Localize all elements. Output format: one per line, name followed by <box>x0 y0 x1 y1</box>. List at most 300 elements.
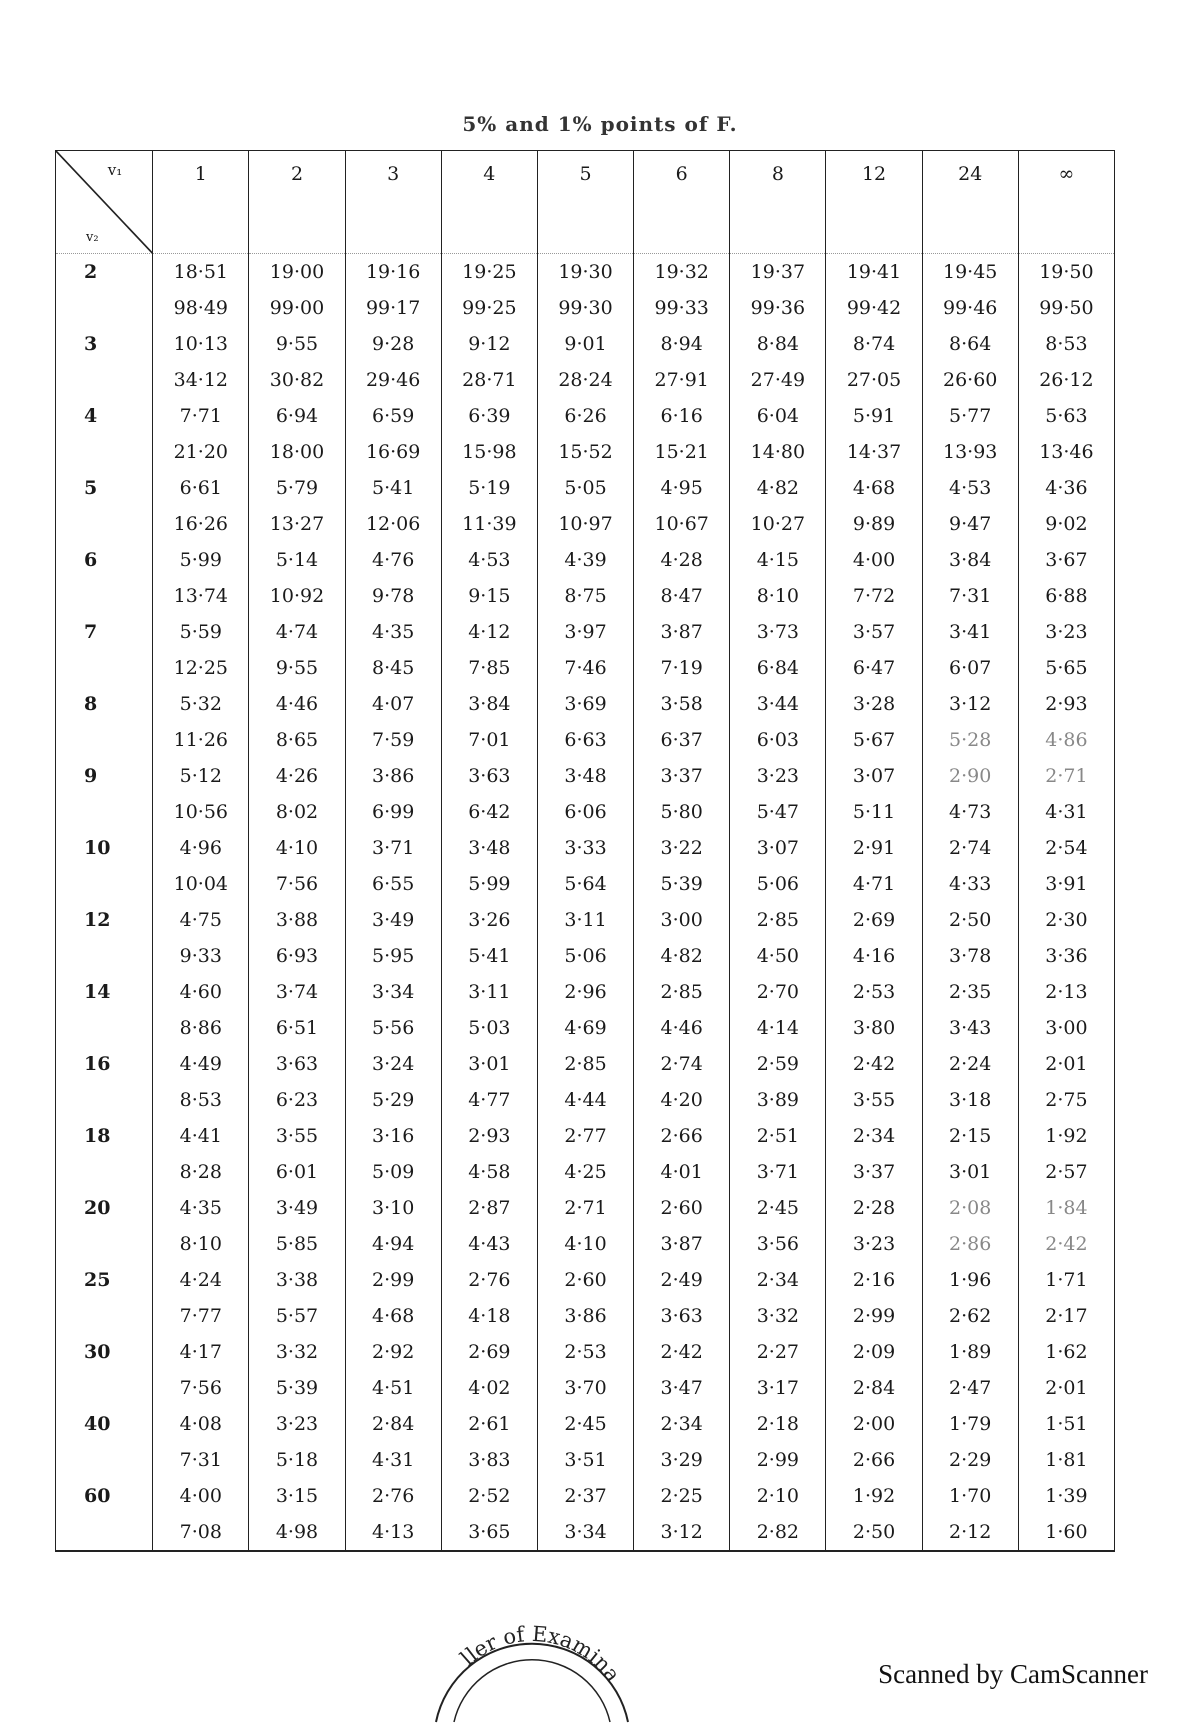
value-1pct: 5·57 <box>249 1298 345 1334</box>
value-1pct: 99·00 <box>249 290 345 326</box>
value-5pct: 2·71 <box>537 1190 633 1226</box>
row-header-blank <box>56 506 153 542</box>
table-row <box>56 686 1115 722</box>
value-1pct: 9·33 <box>153 938 249 974</box>
table-row <box>56 866 1115 902</box>
value-5pct: 3·49 <box>249 1190 345 1226</box>
value-1pct: 15·52 <box>537 434 633 470</box>
value-5pct: 2·66 <box>634 1118 730 1154</box>
value-1pct: 5·06 <box>730 866 826 902</box>
table-row <box>56 290 1115 326</box>
value-1pct: 7·46 <box>537 650 633 686</box>
value-1pct: 4·69 <box>537 1010 633 1046</box>
column-header-v1-4: 5 <box>537 151 633 254</box>
value-1pct: 11·39 <box>441 506 537 542</box>
value-1pct: 5·28 <box>922 722 1018 758</box>
value-1pct: 4·44 <box>537 1082 633 1118</box>
column-header-v1-1: 2 <box>249 151 345 254</box>
value-1pct: 3·01 <box>922 1154 1018 1190</box>
value-5pct: 1·71 <box>1018 1262 1114 1298</box>
value-5pct: 19·00 <box>249 254 345 291</box>
value-1pct: 8·65 <box>249 722 345 758</box>
value-5pct: 5·14 <box>249 542 345 578</box>
value-5pct: 10·13 <box>153 326 249 362</box>
value-5pct: 1·92 <box>1018 1118 1114 1154</box>
value-1pct: 9·47 <box>922 506 1018 542</box>
column-header-v1-5: 6 <box>634 151 730 254</box>
value-5pct: 3·33 <box>537 830 633 866</box>
value-5pct: 5·63 <box>1018 398 1114 434</box>
value-5pct: 4·10 <box>249 830 345 866</box>
value-5pct: 2·15 <box>922 1118 1018 1154</box>
value-5pct: 2·87 <box>441 1190 537 1226</box>
value-5pct: 4·35 <box>345 614 441 650</box>
row-header-blank <box>56 1082 153 1118</box>
value-1pct: 3·18 <box>922 1082 1018 1118</box>
value-1pct: 3·32 <box>730 1298 826 1334</box>
value-1pct: 7·77 <box>153 1298 249 1334</box>
value-1pct: 8·45 <box>345 650 441 686</box>
value-1pct: 12·25 <box>153 650 249 686</box>
value-5pct: 2·85 <box>634 974 730 1010</box>
value-5pct: 4·75 <box>153 902 249 938</box>
value-1pct: 99·42 <box>826 290 922 326</box>
value-5pct: 4·00 <box>153 1478 249 1514</box>
table-row <box>56 1046 1115 1082</box>
value-1pct: 99·36 <box>730 290 826 326</box>
value-1pct: 6·84 <box>730 650 826 686</box>
value-5pct: 4·53 <box>922 470 1018 506</box>
value-5pct: 3·48 <box>441 830 537 866</box>
table-row <box>56 794 1115 830</box>
value-1pct: 11·26 <box>153 722 249 758</box>
value-1pct: 3·91 <box>1018 866 1114 902</box>
row-header-v2: 4 <box>56 398 153 434</box>
table-row <box>56 578 1115 614</box>
value-1pct: 3·83 <box>441 1442 537 1478</box>
value-5pct: 3·58 <box>634 686 730 722</box>
value-5pct: 2·74 <box>922 830 1018 866</box>
value-5pct: 3·84 <box>441 686 537 722</box>
table-row <box>56 1082 1115 1118</box>
value-1pct: 15·98 <box>441 434 537 470</box>
value-1pct: 7·56 <box>153 1370 249 1406</box>
value-1pct: 30·82 <box>249 362 345 398</box>
value-5pct: 3·28 <box>826 686 922 722</box>
value-5pct: 2·45 <box>537 1406 633 1442</box>
value-5pct: 4·17 <box>153 1334 249 1370</box>
value-1pct: 5·95 <box>345 938 441 974</box>
value-1pct: 26·60 <box>922 362 1018 398</box>
value-1pct: 4·73 <box>922 794 1018 830</box>
value-1pct: 4·77 <box>441 1082 537 1118</box>
value-5pct: 6·59 <box>345 398 441 434</box>
table-title: 5% and 1% points of F. <box>462 112 738 136</box>
value-1pct: 1·81 <box>1018 1442 1114 1478</box>
value-1pct: 3·71 <box>730 1154 826 1190</box>
value-1pct: 6·01 <box>249 1154 345 1190</box>
value-5pct: 3·87 <box>634 614 730 650</box>
value-1pct: 9·15 <box>441 578 537 614</box>
value-1pct: 4·51 <box>345 1370 441 1406</box>
value-1pct: 3·55 <box>826 1082 922 1118</box>
column-header-v1-2: 3 <box>345 151 441 254</box>
value-1pct: 3·17 <box>730 1370 826 1406</box>
value-5pct: 2·84 <box>345 1406 441 1442</box>
v2-label: v₂ <box>86 230 99 245</box>
value-5pct: 3·22 <box>634 830 730 866</box>
value-5pct: 3·32 <box>249 1334 345 1370</box>
value-1pct: 3·78 <box>922 938 1018 974</box>
value-5pct: 2·69 <box>826 902 922 938</box>
value-5pct: 3·07 <box>730 830 826 866</box>
value-1pct: 5·18 <box>249 1442 345 1478</box>
value-5pct: 2·61 <box>441 1406 537 1442</box>
value-5pct: 2·85 <box>730 902 826 938</box>
value-1pct: 7·31 <box>153 1442 249 1478</box>
row-header-v2: 9 <box>56 758 153 794</box>
value-5pct: 2·45 <box>730 1190 826 1226</box>
value-5pct: 2·77 <box>537 1118 633 1154</box>
value-5pct: 6·94 <box>249 398 345 434</box>
value-1pct: 8·47 <box>634 578 730 614</box>
value-1pct: 4·02 <box>441 1370 537 1406</box>
value-5pct: 2·70 <box>730 974 826 1010</box>
value-5pct: 9·12 <box>441 326 537 362</box>
value-5pct: 6·04 <box>730 398 826 434</box>
table-row <box>56 614 1115 650</box>
value-1pct: 4·20 <box>634 1082 730 1118</box>
value-5pct: 2·09 <box>826 1334 922 1370</box>
table-row <box>56 902 1115 938</box>
value-5pct: 6·61 <box>153 470 249 506</box>
value-1pct: 6·37 <box>634 722 730 758</box>
value-5pct: 2·92 <box>345 1334 441 1370</box>
value-5pct: 18·51 <box>153 254 249 291</box>
value-1pct: 4·10 <box>537 1226 633 1262</box>
row-header-v2: 6 <box>56 542 153 578</box>
row-header-blank <box>56 1442 153 1478</box>
value-5pct: 4·08 <box>153 1406 249 1442</box>
value-1pct: 10·04 <box>153 866 249 902</box>
table-row <box>56 722 1115 758</box>
value-1pct: 6·88 <box>1018 578 1114 614</box>
value-5pct: 4·41 <box>153 1118 249 1154</box>
value-1pct: 10·56 <box>153 794 249 830</box>
value-5pct: 3·00 <box>634 902 730 938</box>
value-5pct: 4·53 <box>441 542 537 578</box>
value-1pct: 99·30 <box>537 290 633 326</box>
table-row <box>56 254 1115 291</box>
value-1pct: 3·51 <box>537 1442 633 1478</box>
value-5pct: 4·39 <box>537 542 633 578</box>
value-1pct: 6·51 <box>249 1010 345 1046</box>
value-1pct: 7·85 <box>441 650 537 686</box>
value-5pct: 3·24 <box>345 1046 441 1082</box>
value-5pct: 8·64 <box>922 326 1018 362</box>
value-1pct: 4·43 <box>441 1226 537 1262</box>
row-header-v2: 8 <box>56 686 153 722</box>
value-5pct: 3·71 <box>345 830 441 866</box>
value-5pct: 2·28 <box>826 1190 922 1226</box>
value-1pct: 18·00 <box>249 434 345 470</box>
value-1pct: 2·12 <box>922 1514 1018 1551</box>
value-5pct: 2·30 <box>1018 902 1114 938</box>
value-5pct: 3·86 <box>345 758 441 794</box>
value-5pct: 1·39 <box>1018 1478 1114 1514</box>
table-row <box>56 1514 1115 1551</box>
value-1pct: 3·23 <box>826 1226 922 1262</box>
value-5pct: 1·96 <box>922 1262 1018 1298</box>
value-1pct: 6·07 <box>922 650 1018 686</box>
value-1pct: 27·91 <box>634 362 730 398</box>
value-5pct: 9·55 <box>249 326 345 362</box>
value-1pct: 13·46 <box>1018 434 1114 470</box>
value-1pct: 5·11 <box>826 794 922 830</box>
value-5pct: 1·84 <box>1018 1190 1114 1226</box>
value-5pct: 2·35 <box>922 974 1018 1010</box>
value-1pct: 5·06 <box>537 938 633 974</box>
value-1pct: 4·46 <box>634 1010 730 1046</box>
value-1pct: 3·37 <box>826 1154 922 1190</box>
value-5pct: 4·68 <box>826 470 922 506</box>
row-header-blank <box>56 1154 153 1190</box>
value-5pct: 2·37 <box>537 1478 633 1514</box>
row-header-v2: 3 <box>56 326 153 362</box>
value-1pct: 8·02 <box>249 794 345 830</box>
value-5pct: 3·11 <box>441 974 537 1010</box>
value-1pct: 3·65 <box>441 1514 537 1551</box>
value-1pct: 9·89 <box>826 506 922 542</box>
table-row <box>56 938 1115 974</box>
value-1pct: 99·33 <box>634 290 730 326</box>
row-header-v2: 14 <box>56 974 153 1010</box>
value-1pct: 5·56 <box>345 1010 441 1046</box>
value-1pct: 27·05 <box>826 362 922 398</box>
value-1pct: 8·10 <box>730 578 826 614</box>
value-5pct: 2·18 <box>730 1406 826 1442</box>
value-5pct: 2·90 <box>922 758 1018 794</box>
column-header-v1-7: 12 <box>826 151 922 254</box>
table-row <box>56 1154 1115 1190</box>
value-1pct: 7·08 <box>153 1514 249 1551</box>
corner-cell <box>56 151 153 254</box>
value-5pct: 4·07 <box>345 686 441 722</box>
value-1pct: 28·24 <box>537 362 633 398</box>
value-1pct: 5·65 <box>1018 650 1114 686</box>
value-1pct: 99·17 <box>345 290 441 326</box>
value-1pct: 14·37 <box>826 434 922 470</box>
value-1pct: 34·12 <box>153 362 249 398</box>
value-1pct: 99·25 <box>441 290 537 326</box>
row-header-v2: 18 <box>56 1118 153 1154</box>
value-5pct: 1·92 <box>826 1478 922 1514</box>
value-1pct: 9·55 <box>249 650 345 686</box>
value-1pct: 5·09 <box>345 1154 441 1190</box>
value-1pct: 3·89 <box>730 1082 826 1118</box>
value-5pct: 4·24 <box>153 1262 249 1298</box>
value-5pct: 3·44 <box>730 686 826 722</box>
value-5pct: 2·00 <box>826 1406 922 1442</box>
value-1pct: 2·75 <box>1018 1082 1114 1118</box>
value-5pct: 3·12 <box>922 686 1018 722</box>
value-1pct: 3·56 <box>730 1226 826 1262</box>
value-5pct: 2·42 <box>634 1334 730 1370</box>
value-5pct: 2·76 <box>441 1262 537 1298</box>
table-row <box>56 1370 1115 1406</box>
value-1pct: 2·82 <box>730 1514 826 1551</box>
value-5pct: 2·13 <box>1018 974 1114 1010</box>
value-1pct: 2·99 <box>730 1442 826 1478</box>
value-5pct: 3·16 <box>345 1118 441 1154</box>
value-5pct: 3·63 <box>249 1046 345 1082</box>
value-1pct: 10·27 <box>730 506 826 542</box>
value-5pct: 4·74 <box>249 614 345 650</box>
row-header-blank <box>56 1010 153 1046</box>
value-5pct: 2·93 <box>1018 686 1114 722</box>
value-1pct: 7·31 <box>922 578 1018 614</box>
value-5pct: 2·54 <box>1018 830 1114 866</box>
value-1pct: 8·86 <box>153 1010 249 1046</box>
value-1pct: 5·03 <box>441 1010 537 1046</box>
value-1pct: 4·31 <box>1018 794 1114 830</box>
value-5pct: 8·74 <box>826 326 922 362</box>
value-5pct: 19·37 <box>730 254 826 291</box>
value-5pct: 2·59 <box>730 1046 826 1082</box>
value-1pct: 21·20 <box>153 434 249 470</box>
value-5pct: 3·88 <box>249 902 345 938</box>
value-1pct: 2·29 <box>922 1442 1018 1478</box>
value-5pct: 2·01 <box>1018 1046 1114 1082</box>
value-1pct: 6·42 <box>441 794 537 830</box>
value-5pct: 4·60 <box>153 974 249 1010</box>
value-5pct: 5·19 <box>441 470 537 506</box>
value-5pct: 2·27 <box>730 1334 826 1370</box>
examiner-seal <box>432 1604 632 1724</box>
value-5pct: 2·91 <box>826 830 922 866</box>
value-1pct: 5·39 <box>249 1370 345 1406</box>
value-5pct: 2·51 <box>730 1118 826 1154</box>
column-header-v1-9: ∞ <box>1018 151 1114 254</box>
table-row <box>56 542 1115 578</box>
table-row <box>56 1298 1115 1334</box>
row-header-blank <box>56 938 153 974</box>
value-1pct: 13·74 <box>153 578 249 614</box>
value-5pct: 5·41 <box>345 470 441 506</box>
value-1pct: 2·17 <box>1018 1298 1114 1334</box>
value-1pct: 5·47 <box>730 794 826 830</box>
value-1pct: 10·92 <box>249 578 345 614</box>
value-1pct: 99·50 <box>1018 290 1114 326</box>
value-1pct: 3·34 <box>537 1514 633 1551</box>
value-5pct: 5·99 <box>153 542 249 578</box>
value-1pct: 7·59 <box>345 722 441 758</box>
value-1pct: 6·99 <box>345 794 441 830</box>
value-5pct: 4·76 <box>345 542 441 578</box>
value-5pct: 2·24 <box>922 1046 1018 1082</box>
value-5pct: 6·16 <box>634 398 730 434</box>
value-5pct: 3·23 <box>249 1406 345 1442</box>
value-1pct: 5·41 <box>441 938 537 974</box>
value-1pct: 3·63 <box>634 1298 730 1334</box>
value-1pct: 6·63 <box>537 722 633 758</box>
value-5pct: 2·69 <box>441 1334 537 1370</box>
table-row <box>56 1478 1115 1514</box>
value-1pct: 4·01 <box>634 1154 730 1190</box>
value-5pct: 3·74 <box>249 974 345 1010</box>
value-1pct: 3·80 <box>826 1010 922 1046</box>
row-header-v2: 40 <box>56 1406 153 1442</box>
value-5pct: 2·60 <box>537 1262 633 1298</box>
row-header-v2: 16 <box>56 1046 153 1082</box>
value-5pct: 1·51 <box>1018 1406 1114 1442</box>
table-row <box>56 398 1115 434</box>
row-header-blank <box>56 866 153 902</box>
row-header-v2: 7 <box>56 614 153 650</box>
value-5pct: 3·15 <box>249 1478 345 1514</box>
header-row <box>56 151 1115 254</box>
value-1pct: 3·47 <box>634 1370 730 1406</box>
value-5pct: 1·62 <box>1018 1334 1114 1370</box>
value-5pct: 9·28 <box>345 326 441 362</box>
value-1pct: 1·60 <box>1018 1514 1114 1551</box>
value-5pct: 3·97 <box>537 614 633 650</box>
value-5pct: 2·50 <box>922 902 1018 938</box>
value-1pct: 4·16 <box>826 938 922 974</box>
value-5pct: 8·53 <box>1018 326 1114 362</box>
value-5pct: 3·07 <box>826 758 922 794</box>
row-header-v2: 60 <box>56 1478 153 1514</box>
row-header-blank <box>56 362 153 398</box>
table-row <box>56 1010 1115 1046</box>
value-5pct: 4·96 <box>153 830 249 866</box>
value-1pct: 7·19 <box>634 650 730 686</box>
row-header-blank <box>56 722 153 758</box>
scanner-watermark: Scanned by CamScanner <box>878 1659 1148 1689</box>
value-5pct: 2·93 <box>441 1118 537 1154</box>
value-1pct: 8·28 <box>153 1154 249 1190</box>
value-1pct: 2·01 <box>1018 1370 1114 1406</box>
value-5pct: 3·26 <box>441 902 537 938</box>
value-5pct: 3·23 <box>730 758 826 794</box>
row-header-blank <box>56 1514 153 1551</box>
value-5pct: 2·34 <box>826 1118 922 1154</box>
value-1pct: 3·87 <box>634 1226 730 1262</box>
value-1pct: 4·33 <box>922 866 1018 902</box>
value-5pct: 4·12 <box>441 614 537 650</box>
table-row <box>56 650 1115 686</box>
value-5pct: 1·70 <box>922 1478 1018 1514</box>
row-header-v2: 20 <box>56 1190 153 1226</box>
column-header-v1-3: 4 <box>441 151 537 254</box>
value-5pct: 2·49 <box>634 1262 730 1298</box>
table-row <box>56 974 1115 1010</box>
value-1pct: 4·86 <box>1018 722 1114 758</box>
value-1pct: 7·56 <box>249 866 345 902</box>
value-5pct: 2·74 <box>634 1046 730 1082</box>
value-1pct: 4·58 <box>441 1154 537 1190</box>
value-5pct: 2·25 <box>634 1478 730 1514</box>
table-row <box>56 326 1115 362</box>
value-1pct: 3·12 <box>634 1514 730 1551</box>
value-1pct: 3·70 <box>537 1370 633 1406</box>
value-5pct: 1·89 <box>922 1334 1018 1370</box>
value-1pct: 2·99 <box>826 1298 922 1334</box>
value-1pct: 16·26 <box>153 506 249 542</box>
value-5pct: 3·49 <box>345 902 441 938</box>
value-1pct: 4·18 <box>441 1298 537 1334</box>
value-1pct: 8·53 <box>153 1082 249 1118</box>
